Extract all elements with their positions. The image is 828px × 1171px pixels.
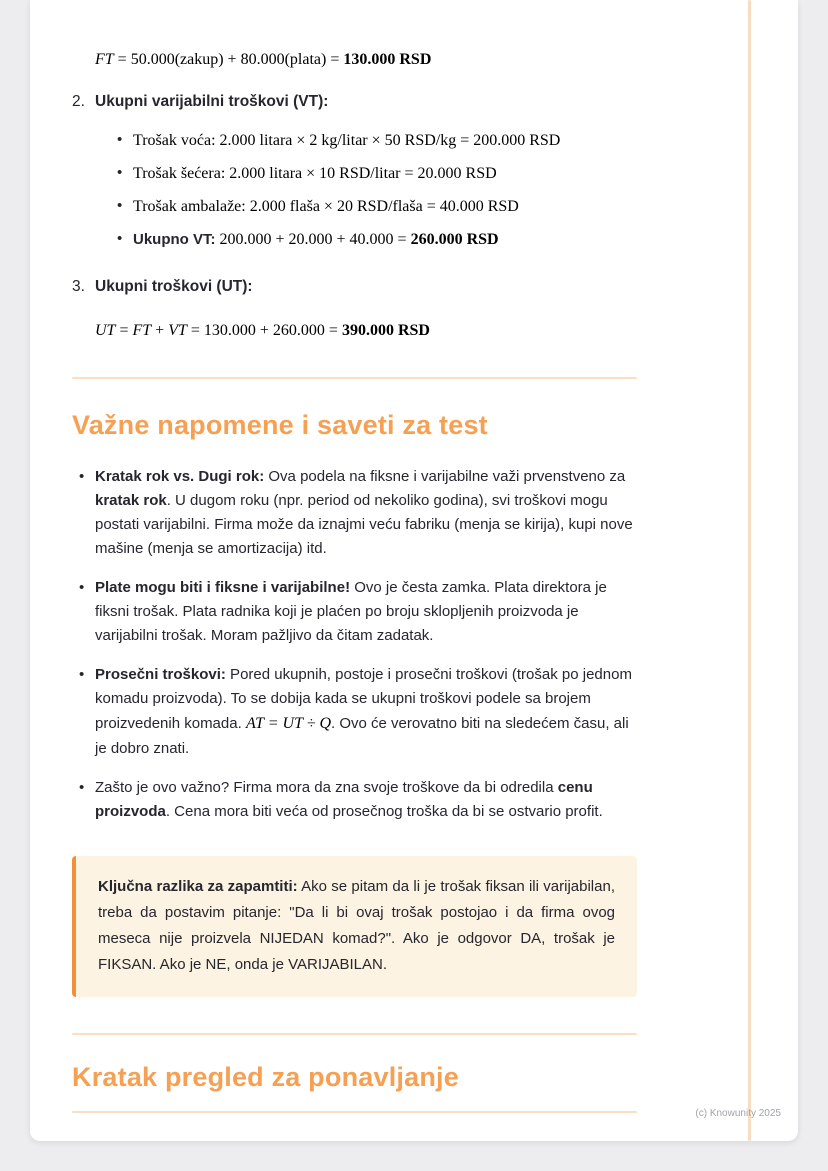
list-item-text: Trošak ambalaže: 2.000 flaša × 20 RSD/flaša = 40.000 RSD <box>133 198 519 216</box>
section-divider <box>72 1111 637 1113</box>
item-number: 2. <box>72 93 85 110</box>
math-variable-ft: FT <box>132 321 152 339</box>
list-item-text: Trošak voća: 2.000 litara × 2 kg/litar × 50 RSD/kg = 200.000 RSD <box>133 132 561 150</box>
note-item-short-vs-long-run <box>95 465 637 561</box>
formula-body: + <box>151 321 169 339</box>
list-item-sugar-cost <box>133 164 637 184</box>
note-text: Ovo je česta zamka. Plata direktora je fiksni trošak. Plata radnika koji je plaćen po broju sklopljenih proizvoda je varijabilni trošak. Moram pažljivo da čitam zadatak. <box>95 579 607 645</box>
note-text: Zašto je ovo važno? Firma mora da zna svoje troškove da bi odredila <box>95 778 558 796</box>
document-content <box>30 0 798 1113</box>
ordered-item-variable-costs <box>72 92 637 111</box>
note-bold-inline: cenu proizvoda <box>95 778 593 820</box>
math-variable-vt: VT <box>168 321 187 339</box>
item-label: Ukupni troškovi (UT): <box>95 278 253 296</box>
page-accent-line <box>748 0 751 1141</box>
note-item-why-important <box>95 776 637 824</box>
note-item-average-costs <box>95 663 637 761</box>
note-text: Pored ukupnih, postoje i prosečni troškovi (trošak po jednom komadu proizvoda). To se dobija kada se ukupni troškovi podele sa brojem proizvedenih komada. <box>95 666 632 733</box>
note-bold-lead: Prosečni troškovi: <box>95 666 226 684</box>
notes-list <box>72 465 637 824</box>
section-heading-review: Kratak pregled za ponavljanje <box>72 1061 459 1092</box>
formula-body: = <box>115 321 133 339</box>
formula-body: = 50.000(zakup) + 80.000(plata) = <box>113 51 344 68</box>
item-label: Ukupni varijabilni troškovi (VT): <box>95 93 329 110</box>
list-item-text: 200.000 + 20.000 + 40.000 = <box>215 231 411 249</box>
document-page <box>30 0 798 1141</box>
math-variable-ft: FT <box>95 51 114 68</box>
formula-result: 130.000 RSD <box>343 51 432 68</box>
ordered-item-total-costs <box>72 277 637 296</box>
formula-total-costs <box>95 321 637 341</box>
list-item-result: 260.000 RSD <box>410 231 499 249</box>
section-divider <box>72 377 637 379</box>
list-item-packaging-cost <box>133 197 637 217</box>
copyright-text: (c) Knowunity 2025 <box>695 1108 781 1119</box>
list-item-text: Trošak šećera: 2.000 litara × 10 RSD/litar = 20.000 RSD <box>133 165 497 183</box>
note-math-expression: AT = UT ÷ Q <box>245 715 332 733</box>
list-item-bold-prefix: Ukupno VT: <box>133 231 216 249</box>
section-heading-notes: Važne napomene i saveti za test <box>72 409 488 440</box>
math-variable-ut: UT <box>95 321 116 339</box>
section-divider <box>72 1033 637 1035</box>
note-bold-inline: kratak rok <box>95 492 167 510</box>
callout-bold-lead: Ključna razlika za zapamtiti: <box>98 877 298 895</box>
note-text: . U dugom roku (npr. period od nekoliko godina), svi troškovi mogu postati varijabilni. Firma može da iznajmi veću fabriku (menja se kirija), kupi nove mašine (menja se amortizacija) itd. <box>95 492 633 558</box>
note-bold-lead: Plate mogu biti i fiksne i varijabilne! <box>95 579 351 597</box>
note-bold-lead: Kratak rok vs. Dugi rok: <box>95 468 265 486</box>
note-item-salaries <box>95 576 637 648</box>
list-item-fruit-cost <box>133 131 637 151</box>
key-difference-callout <box>72 856 637 997</box>
note-text: . Cena mora biti veća od prosečnog troška da bi se ostvario profit. <box>165 802 603 820</box>
note-text: . Ovo će verovatno biti na sledećem času, ali je dobro znati. <box>95 715 629 757</box>
list-item-total-vt <box>133 230 637 250</box>
item-number: 3. <box>72 278 85 296</box>
formula-fixed-costs <box>95 50 637 70</box>
note-text: Ova podela na fiksne i varijabilne važi prvenstveno za <box>264 468 626 486</box>
callout-text: Ako se pitam da li je trošak fiksan ili varijabilan, treba da postavim pitanje: "Da li bi ovaj trošak postojao i da firma ovog meseca nije proizvela NIJEDAN komad?". Ako je odgovor DA, trošak je FIKSAN. Ako je NE, onda je VARIJABILAN. <box>98 877 615 974</box>
variable-cost-list <box>72 131 637 250</box>
formula-body: = 130.000 + 260.000 = <box>186 321 342 339</box>
formula-result: 390.000 RSD <box>341 321 430 339</box>
